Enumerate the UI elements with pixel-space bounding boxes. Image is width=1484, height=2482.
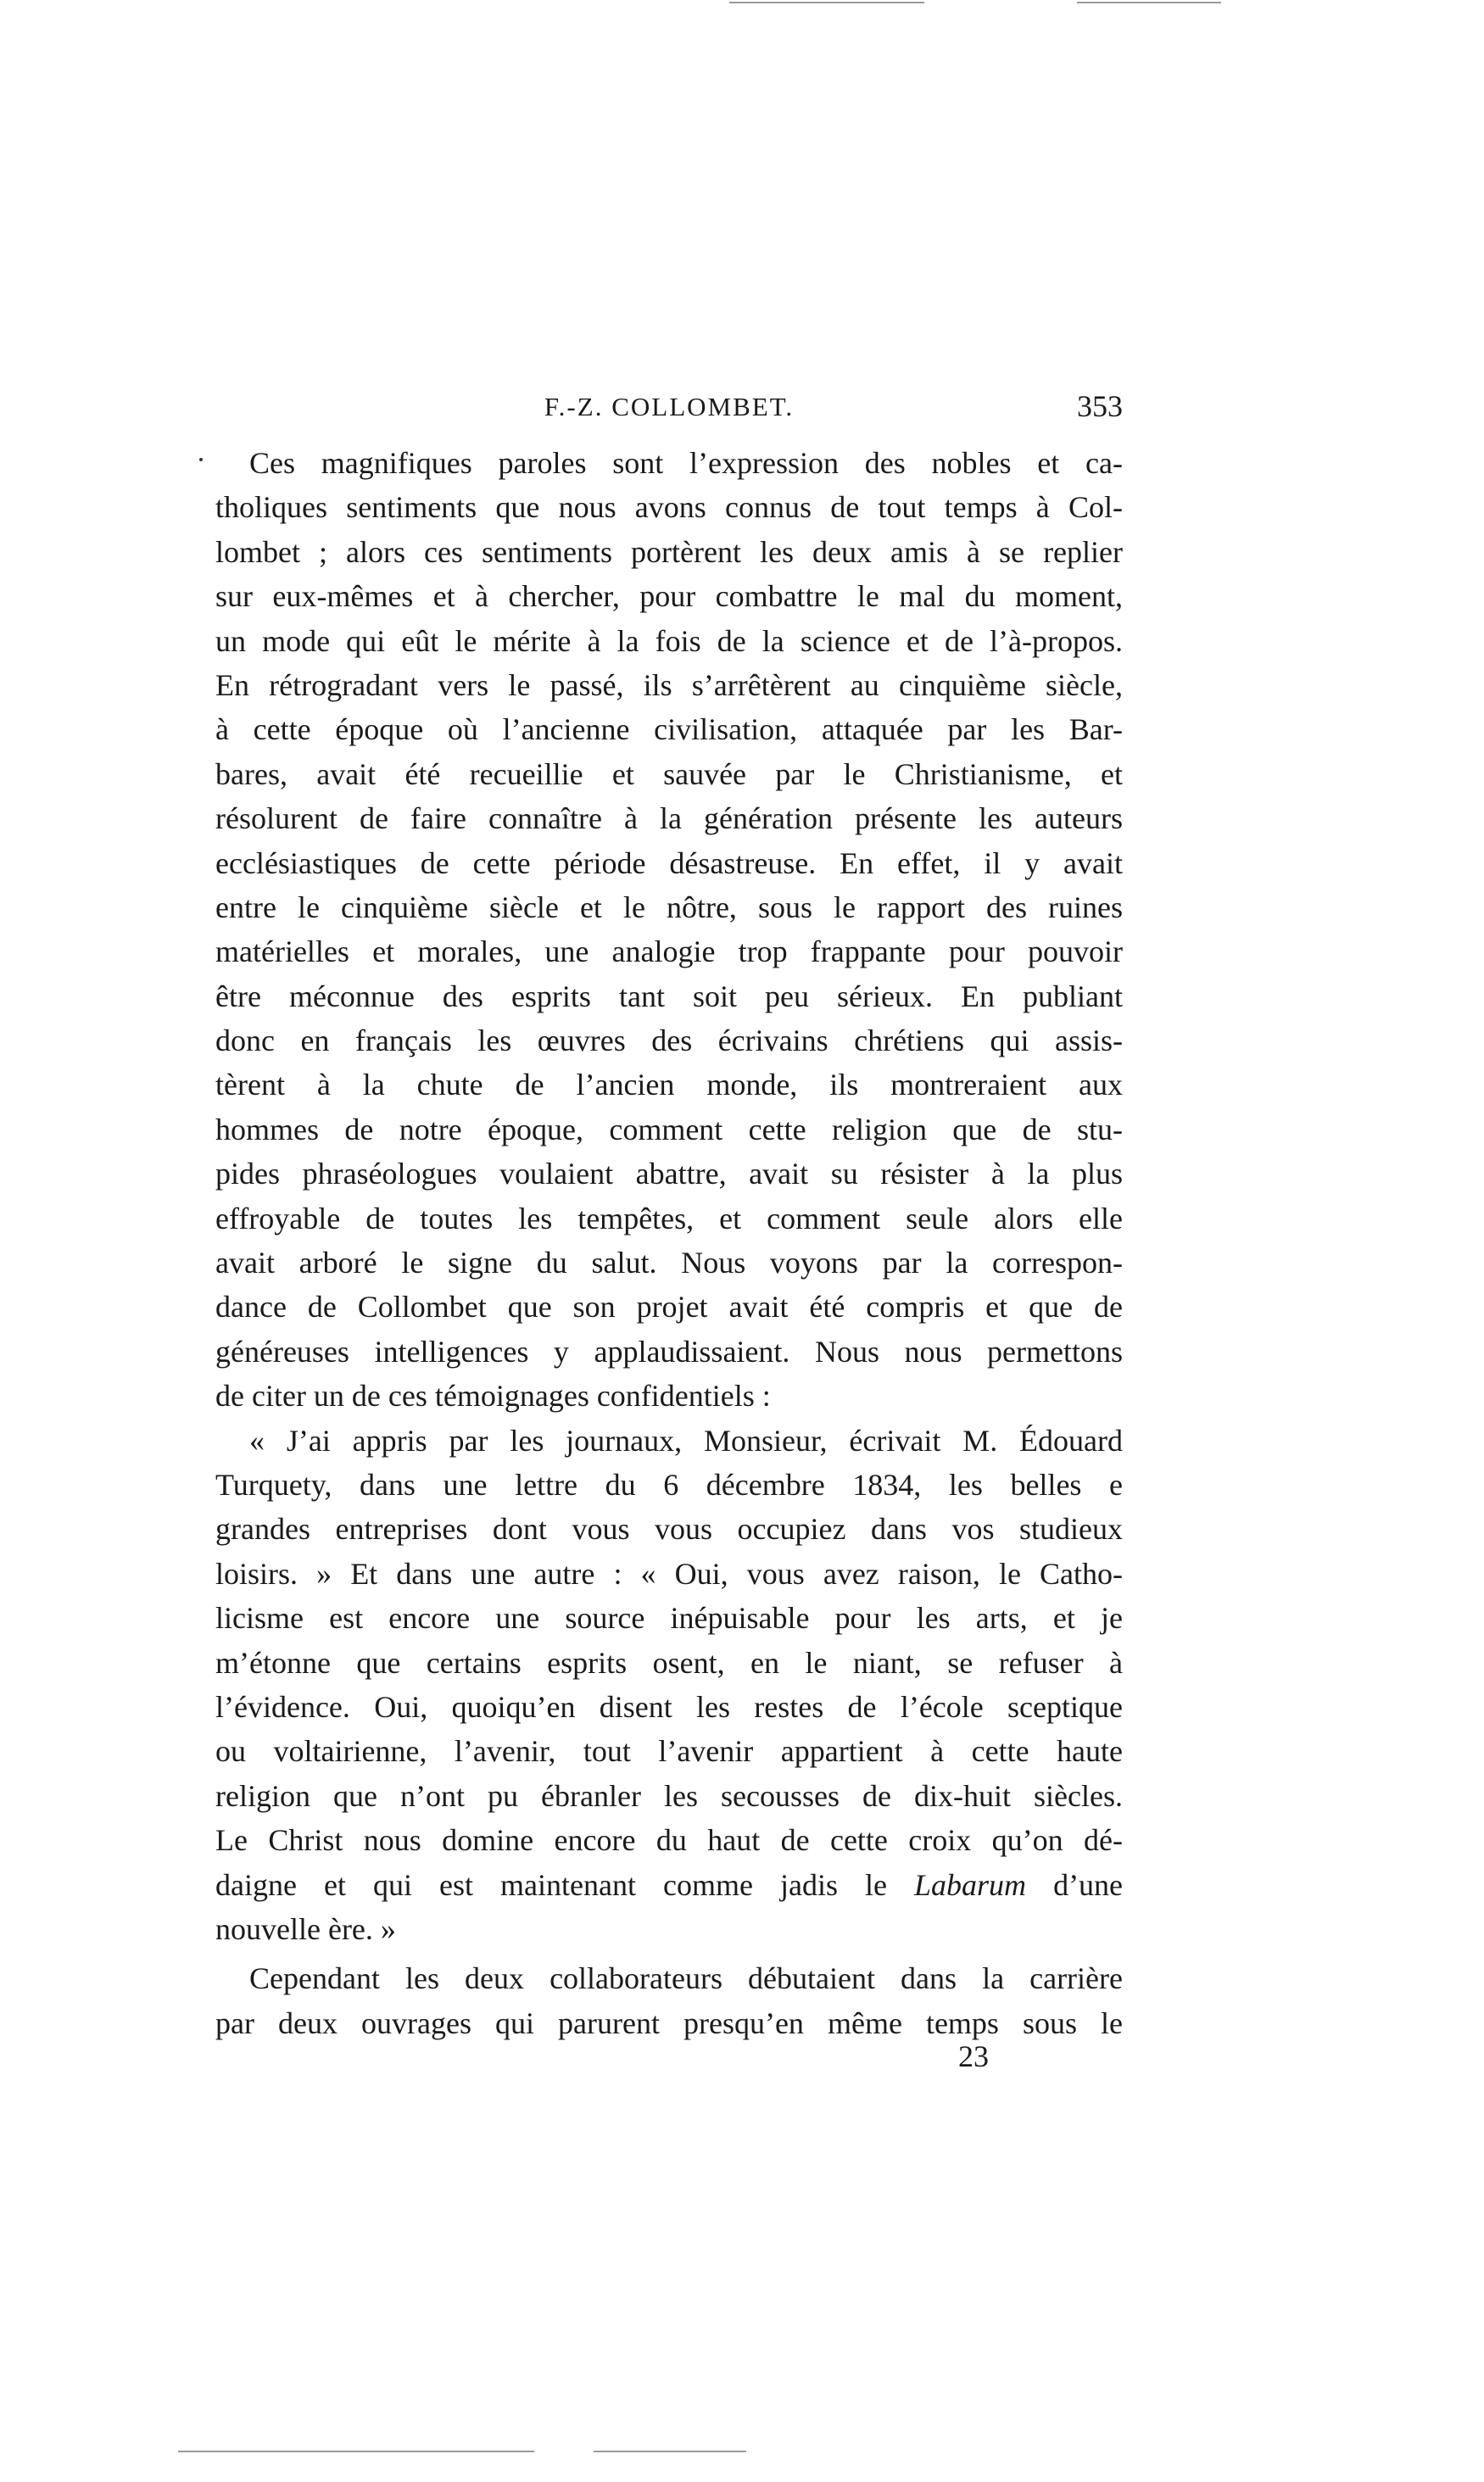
signature-mark: 23 [958, 2039, 989, 2073]
text-segment: d’une [1053, 1867, 1124, 1902]
text-line: Cependant les deux collaborateurs débutaient dans la carrière [249, 1961, 1123, 1996]
text-segment: daigne et qui est maintenant comme jadis le [215, 1867, 887, 1902]
scan-speck [199, 458, 203, 461]
text-line: l’évidence. Oui, quoiqu’en disent les restes de l’école sceptique [215, 1689, 1123, 1724]
text-line: dance de Collombet que son projet avait été compris et que de [215, 1290, 1123, 1325]
scan-mark [178, 2451, 534, 2452]
text-line: ou voltairienne, l’avenir, tout l’avenir appartient à cette haute [215, 1734, 1123, 1769]
scan-mark [594, 2451, 746, 2452]
text-line: être méconnue des esprits tant soit peu sérieux. En publiant [215, 979, 1123, 1013]
text-line: Ces magnifiques paroles sont l’expression des nobles et ca- [249, 446, 1123, 480]
text-line: m’étonne que certains esprits osent, en le niant, se refuser à [215, 1645, 1123, 1680]
text-line: un mode qui eût le mérite à la fois de la science et de l’à-propos. [215, 623, 1123, 658]
text-line: Le Christ nous domine encore du haut de cette croix qu’on dé- [215, 1823, 1123, 1858]
text-line: donc en français les œuvres des écrivains chrétiens qui assis- [215, 1023, 1123, 1058]
page-number: 353 [1077, 389, 1123, 423]
text-line: entre le cinquième siècle et le nôtre, sous le rapport des ruines [215, 890, 1123, 924]
text-line: par deux ouvrages qui parurent presqu’en même temps sous le [215, 2005, 1123, 2040]
page-header [215, 389, 1123, 434]
text-line: « J’ai appris par les journaux, Monsieur, écrivait M. Édouard [249, 1423, 1123, 1458]
text-line: effroyable de toutes les tempêtes, et comment seule alors elle [215, 1201, 1123, 1235]
text-line: bares, avait été recueillie et sauvée par le Christianisme, et [215, 756, 1123, 791]
running-title: F.-Z. COLLOMBET. [544, 392, 795, 421]
text-line: généreuses intelligences y applaudissaient. Nous nous permettons [215, 1334, 1123, 1369]
text-line: En rétrogradant vers le passé, ils s’arrêtèrent au cinquième siècle, [215, 667, 1123, 702]
text-line: ecclésiastiques de cette période désastreuse. En effet, il y avait [215, 845, 1123, 880]
text-line: pides phraséologues voulaient abattre, avait su résister à la plus [215, 1157, 1123, 1191]
text-line: nouvelle ère. » [215, 1911, 396, 1946]
text-line: licisme est encore une source inépuisable pour les arts, et je [215, 1601, 1123, 1636]
text-line: à cette époque où l’ancienne civilisation, attaquée par les Bar- [215, 712, 1123, 747]
text-line: grandes entreprises dont vous vous occupiez dans vos studieux [215, 1512, 1123, 1547]
text-line: tholiques sentiments que nous avons connus de tout temps à Col- [215, 490, 1123, 525]
italic-term: Labarum [914, 1867, 1027, 1902]
text-line: avait arboré le signe du salut. Nous voyons par la correspon- [215, 1246, 1123, 1280]
scan-mark [729, 2, 924, 3]
text-line: hommes de notre époque, comment cette religion que de stu- [215, 1112, 1123, 1146]
text-line: lombet ; alors ces sentiments portèrent les deux amis à se replier [215, 534, 1123, 569]
text-line [215, 1863, 1123, 1907]
text-line: loisirs. » Et dans une autre : « Oui, vous avez raison, le Catho- [215, 1556, 1123, 1591]
text-line: tèrent à la chute de l’ancien monde, ils montreraient aux [215, 1068, 1123, 1102]
text-line: religion que n’ont pu ébranler les secousses de dix-huit siècles. [215, 1778, 1123, 1813]
text-line: résolurent de faire connaître à la génération présente les auteurs [215, 801, 1123, 836]
scan-mark [1077, 2, 1221, 3]
text-line: sur eux-mêmes et à chercher, pour combattre le mal du moment, [215, 579, 1123, 614]
text-line: de citer un de ces témoignages confidentiels : [215, 1379, 771, 1414]
text-line: matérielles et morales, une analogie trop frappante pour pouvoir [215, 934, 1123, 969]
text-line: Turquety, dans une lettre du 6 décembre 1834, les belles e [215, 1467, 1123, 1502]
body-text [215, 441, 1123, 2045]
